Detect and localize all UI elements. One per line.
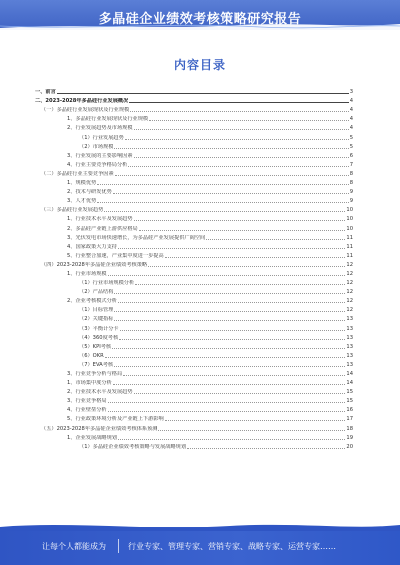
toc-leader-dots <box>165 420 346 421</box>
toc-leader-dots <box>129 102 348 103</box>
footer-wave-decoration <box>0 521 400 531</box>
toc-entry-page: 13 <box>346 343 353 350</box>
toc-leader-dots <box>114 293 345 294</box>
footer-divider <box>118 539 119 553</box>
toc-leader-dots <box>134 157 349 158</box>
toc-entry-page: 13 <box>346 361 353 368</box>
toc-entry-label: （二）多晶硅行业主要竞争因素 <box>41 170 114 177</box>
toc-entry-page: 20 <box>346 443 353 450</box>
toc-entry-page: 8 <box>349 170 353 177</box>
toc-entry-page: 9 <box>349 198 353 205</box>
toc-entry[interactable] <box>35 195 353 204</box>
toc-entry-page: 10 <box>346 216 353 223</box>
toc-entry[interactable] <box>35 159 353 168</box>
toc-entry-page: 8 <box>349 180 353 187</box>
toc-entry-page: 12 <box>346 298 353 305</box>
toc-entry-page: 14 <box>346 371 353 377</box>
toc-entry-label: 2、企业考核模式分析 <box>67 298 117 305</box>
toc-entry-page: 12 <box>346 270 353 277</box>
toc-entry[interactable] <box>35 95 353 104</box>
toc-entry[interactable] <box>35 395 353 404</box>
toc-leader-dots <box>57 93 349 94</box>
toc-entry[interactable] <box>35 232 353 241</box>
toc-title: 内容目录 <box>173 58 226 72</box>
toc-entry[interactable] <box>35 368 353 377</box>
toc-entry[interactable] <box>35 422 353 431</box>
toc-entry-page: 12 <box>346 261 353 268</box>
toc-entry-page: 18 <box>346 425 353 432</box>
toc-entry-label: 3、光伏发电市场快速增长，为多晶硅产业发展提供广阔空间 <box>67 234 206 241</box>
toc-leader-dots <box>128 166 348 167</box>
toc-entry-label: （2）市场规模 <box>79 143 114 150</box>
toc-entry[interactable] <box>35 341 353 350</box>
toc-entry-label: （1）行业市场规模分析 <box>79 280 135 287</box>
toc-entry[interactable] <box>35 295 353 304</box>
toc-leader-dots <box>105 357 346 358</box>
toc-leader-dots <box>135 284 345 285</box>
toc-entry-label: （3）平衡计分卡 <box>79 325 119 332</box>
toc-entry-label: 2、技术与研发优势 <box>67 189 112 196</box>
toc-entry[interactable] <box>35 113 353 122</box>
toc-entry-page: 14 <box>346 380 353 387</box>
toc-entry-page: 4 <box>349 116 353 123</box>
toc-leader-dots <box>113 193 349 194</box>
toc-leader-dots <box>187 448 345 449</box>
toc-entry-label: 4、行业壁垒分析 <box>67 407 107 414</box>
toc-entry[interactable] <box>35 177 353 186</box>
toc-leader-dots <box>118 248 345 249</box>
toc-entry-label: 1、企业发展战略规划 <box>67 434 117 441</box>
toc-leader-dots <box>112 348 345 349</box>
toc-leader-dots <box>149 120 349 121</box>
toc-entry[interactable] <box>35 222 353 231</box>
toc-entry-label: 3、人才优势 <box>67 198 97 205</box>
toc-leader-dots <box>125 139 349 140</box>
toc-entry-page: 13 <box>346 334 353 341</box>
toc-entry-label: （5）KPI考核 <box>79 343 112 350</box>
table-of-contents <box>35 86 353 450</box>
toc-entry-page: 15 <box>346 389 353 396</box>
toc-entry-label: 2、行业发展趋势及市场规模 <box>67 125 133 132</box>
toc-leader-dots <box>97 184 348 185</box>
toc-leader-dots <box>158 430 345 431</box>
toc-entry-page: 10 <box>346 207 353 214</box>
toc-entry[interactable] <box>35 268 353 277</box>
toc-entry-label: 5、行业政策环境分析及产业链上下游影响 <box>67 416 164 423</box>
toc-entry-label: （三）多晶硅行业发展趋势 <box>41 207 104 214</box>
toc-entry-label: 3、行业竞争分析与格局 <box>67 371 123 377</box>
toc-entry[interactable] <box>35 413 353 422</box>
toc-entry-label: （1）行业发展趋势 <box>79 134 124 141</box>
toc-entry-page: 11 <box>346 243 353 250</box>
toc-entry-label: 1、多晶硅行业发展现状及行业规模 <box>67 116 149 123</box>
toc-leader-dots <box>134 129 349 130</box>
toc-entry[interactable] <box>35 204 353 213</box>
toc-leader-dots <box>114 148 348 149</box>
toc-entry-label: 2、行业技术水平及发展趋势 <box>67 389 133 396</box>
toc-leader-dots <box>119 339 345 340</box>
toc-entry-label: （6）OKR <box>79 352 104 359</box>
toc-entry[interactable] <box>35 359 353 368</box>
toc-entry-label: 3、行业竞争格局 <box>67 398 107 405</box>
toc-entry-label: 4、国家政策大力支持 <box>67 243 117 250</box>
toc-entry-page: 13 <box>346 316 353 323</box>
toc-entry-page: 5 <box>349 134 353 141</box>
toc-leader-dots <box>108 275 346 276</box>
toc-entry-label: （四）2023-2028年多晶硅企业绩效考核策略 <box>41 261 148 268</box>
toc-entry[interactable] <box>35 250 353 259</box>
toc-entry-page: 15 <box>346 398 353 405</box>
toc-entry[interactable] <box>35 213 353 222</box>
toc-leader-dots <box>114 320 345 321</box>
toc-entry-page: 17 <box>346 416 353 423</box>
toc-entry-label: 4、行业主要竞争格局分析 <box>67 161 128 168</box>
toc-entry-page: 7 <box>349 161 353 168</box>
toc-entry-label: （4）360度考核 <box>79 334 119 341</box>
toc-entry-label: 二、2023-2028年多晶硅行业发展概况 <box>35 98 129 105</box>
toc-leader-dots <box>134 220 346 221</box>
toc-entry-page: 4 <box>349 107 353 114</box>
toc-entry[interactable] <box>35 168 353 177</box>
toc-leader-dots <box>115 175 349 176</box>
toc-entry[interactable] <box>35 141 353 150</box>
footer-slogan: 让每个人都能成为 <box>42 542 106 551</box>
toc-entry[interactable] <box>35 313 353 322</box>
toc-entry-page: 13 <box>346 325 353 332</box>
toc-entry[interactable] <box>35 131 353 140</box>
toc-leader-dots <box>104 211 345 212</box>
toc-entry-label: （一）多晶硅行业发展现状及行业规模 <box>41 107 130 114</box>
toc-entry-label: 2、多晶硅产业链上游供应格局 <box>67 225 138 232</box>
toc-entry[interactable] <box>35 150 353 159</box>
toc-entry-page: 9 <box>349 189 353 196</box>
toc-leader-dots <box>118 439 345 440</box>
toc-leader-dots <box>130 111 348 112</box>
toc-entry[interactable] <box>35 122 353 131</box>
toc-leader-dots <box>97 202 348 203</box>
toc-entry-page: 16 <box>346 407 353 414</box>
toc-leader-dots <box>148 266 345 267</box>
toc-entry-label: （7）EVA考核 <box>79 361 114 368</box>
toc-entry[interactable] <box>35 259 353 268</box>
toc-entry[interactable] <box>35 86 353 95</box>
toc-entry-page: 12 <box>346 307 353 314</box>
toc-entry-label: （2）关键指标 <box>79 316 114 323</box>
toc-entry[interactable] <box>35 377 353 386</box>
toc-leader-dots <box>120 330 346 331</box>
toc-entry[interactable] <box>35 104 353 113</box>
toc-entry-page: 4 <box>349 125 353 132</box>
toc-entry[interactable] <box>35 350 353 359</box>
toc-leader-dots <box>139 230 346 231</box>
toc-entry-label: 1、行业市场规模 <box>67 270 107 277</box>
toc-entry-label: 5、行业整合加速，产业集中度进一步提高 <box>67 252 164 259</box>
toc-entry-page: 12 <box>346 280 353 287</box>
toc-entry[interactable] <box>35 286 353 295</box>
toc-entry-label: 3、行业发展的主要影响因素 <box>67 152 133 159</box>
page-footer <box>0 527 400 565</box>
toc-entry[interactable] <box>35 404 353 413</box>
toc-entry-page: 12 <box>346 289 353 296</box>
toc-entry-page: 10 <box>346 225 353 232</box>
toc-entry[interactable] <box>35 332 353 341</box>
toc-entry-label: （1）目标管理 <box>79 307 114 314</box>
toc-entry-page: 6 <box>349 152 353 159</box>
toc-entry[interactable] <box>35 386 353 395</box>
toc-leader-dots <box>123 375 345 376</box>
toc-leader-dots <box>165 257 346 258</box>
toc-entry[interactable] <box>35 186 353 195</box>
toc-entry-page: 11 <box>346 252 353 259</box>
toc-entry-label: （2）产品结构 <box>79 289 114 296</box>
toc-leader-dots <box>206 239 345 240</box>
toc-leader-dots <box>114 311 345 312</box>
toc-leader-dots <box>113 384 346 385</box>
toc-leader-dots <box>118 302 345 303</box>
toc-entry-label: （1）多晶硅企业绩效考核策略与发展战略规划 <box>79 443 187 450</box>
toc-entry[interactable] <box>35 441 353 450</box>
toc-entry-page: 4 <box>349 98 353 105</box>
report-title: 多晶硅企业绩效考核策略研究报告 <box>98 12 302 27</box>
toc-entry-label: 1、市场集中度分析 <box>67 380 112 387</box>
footer-roles: 行业专家、管理专家、营销专家、战略专家、运营专家…… <box>128 542 336 551</box>
toc-entry-label: （五）2023-2028年多晶硅企业绩效考核体系预测 <box>41 425 158 432</box>
toc-entry-label: 一、前言 <box>35 89 56 96</box>
toc-entry-page: 13 <box>346 352 353 359</box>
toc-leader-dots <box>108 402 346 403</box>
toc-entry-page: 11 <box>346 234 353 241</box>
page-header <box>0 0 400 30</box>
toc-leader-dots <box>114 366 345 367</box>
toc-leader-dots <box>108 411 346 412</box>
toc-entry[interactable] <box>35 432 353 441</box>
toc-entry[interactable] <box>35 241 353 250</box>
toc-entry-page: 3 <box>349 89 353 96</box>
toc-entry-label: 1、行业技术水平及发展趋势 <box>67 216 133 223</box>
toc-entry[interactable] <box>35 322 353 331</box>
toc-entry[interactable] <box>35 304 353 313</box>
toc-entry[interactable] <box>35 277 353 286</box>
toc-entry-page: 19 <box>346 434 353 441</box>
toc-entry-page: 5 <box>349 143 353 150</box>
toc-leader-dots <box>134 393 346 394</box>
toc-entry-label: 1、规模优势 <box>67 180 97 187</box>
